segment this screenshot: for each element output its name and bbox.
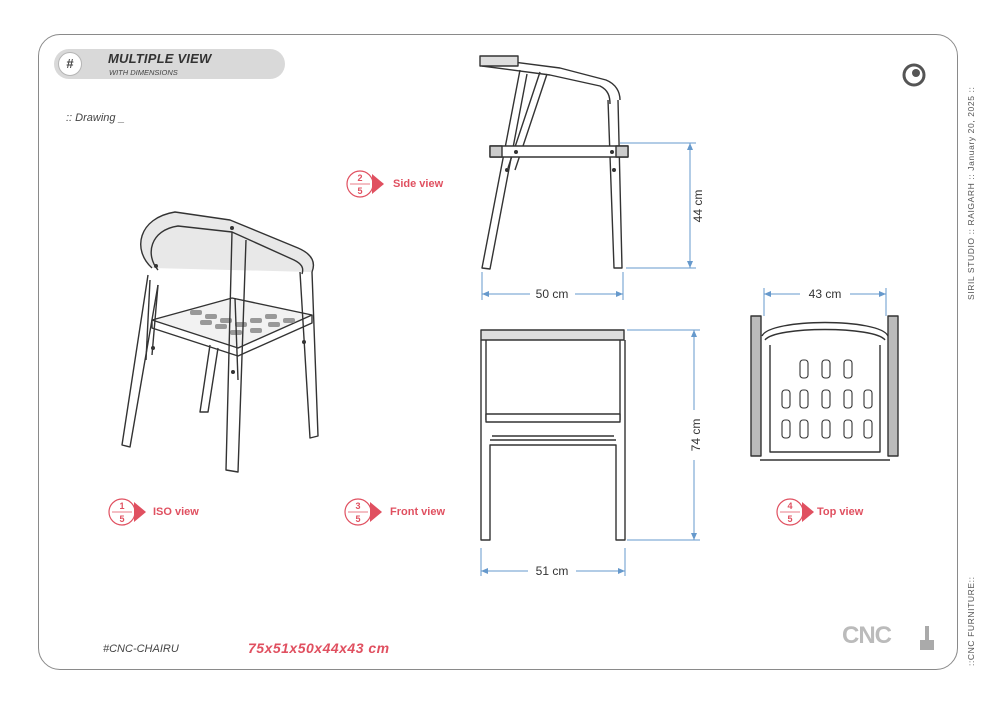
category-info: ::CNC FURNITURE:: — [966, 576, 976, 666]
svg-text:5: 5 — [357, 186, 363, 196]
top-view-drawing — [751, 316, 898, 460]
svg-text:5: 5 — [119, 514, 125, 524]
overall-dimensions: 75x51x50x44x43 cm — [248, 640, 390, 656]
cnc-logo: CNC — [842, 622, 891, 649]
studio-swirl-icon — [904, 65, 924, 85]
studio-date-info: SIRIL STUDIO :: RAIGARH :: January 20, 2025 :: — [966, 86, 976, 300]
side-view-label: Side view — [393, 178, 444, 190]
view-badge-iso — [109, 499, 146, 525]
dim-total-height: 74 cm — [689, 418, 703, 452]
hash-badge: # — [58, 52, 82, 76]
svg-text:5: 5 — [355, 514, 361, 524]
sheet-title: MULTIPLE VIEW — [108, 51, 212, 66]
front-view-drawing — [481, 330, 625, 540]
product-code: #CNC-CHAIRU — [103, 643, 179, 655]
cnc-machine-icon — [920, 626, 934, 650]
svg-text:4: 4 — [787, 501, 793, 511]
svg-text:2: 2 — [357, 173, 363, 183]
top-view-label: Top view — [817, 506, 864, 518]
dim-top-width: 43 cm — [808, 287, 842, 301]
view-badge-front — [345, 499, 382, 525]
svg-text:5: 5 — [787, 514, 793, 524]
view-badge-top — [777, 499, 814, 525]
dim-seat-height: 44 cm — [691, 189, 705, 223]
front-view-label: Front view — [390, 506, 446, 518]
svg-text:3: 3 — [355, 501, 361, 511]
svg-text:1: 1 — [119, 501, 125, 511]
dim-side-depth: 50 cm — [535, 287, 569, 301]
sheet-subtitle: WITH DIMENSIONS — [109, 68, 178, 77]
side-view-drawing — [480, 56, 628, 269]
drawing-label: :: Drawing _ — [66, 112, 125, 124]
iso-view-label: ISO view — [153, 506, 199, 518]
dim-front-width: 51 cm — [535, 564, 569, 578]
view-badge-side — [347, 171, 384, 197]
iso-chair-drawing — [122, 212, 318, 472]
